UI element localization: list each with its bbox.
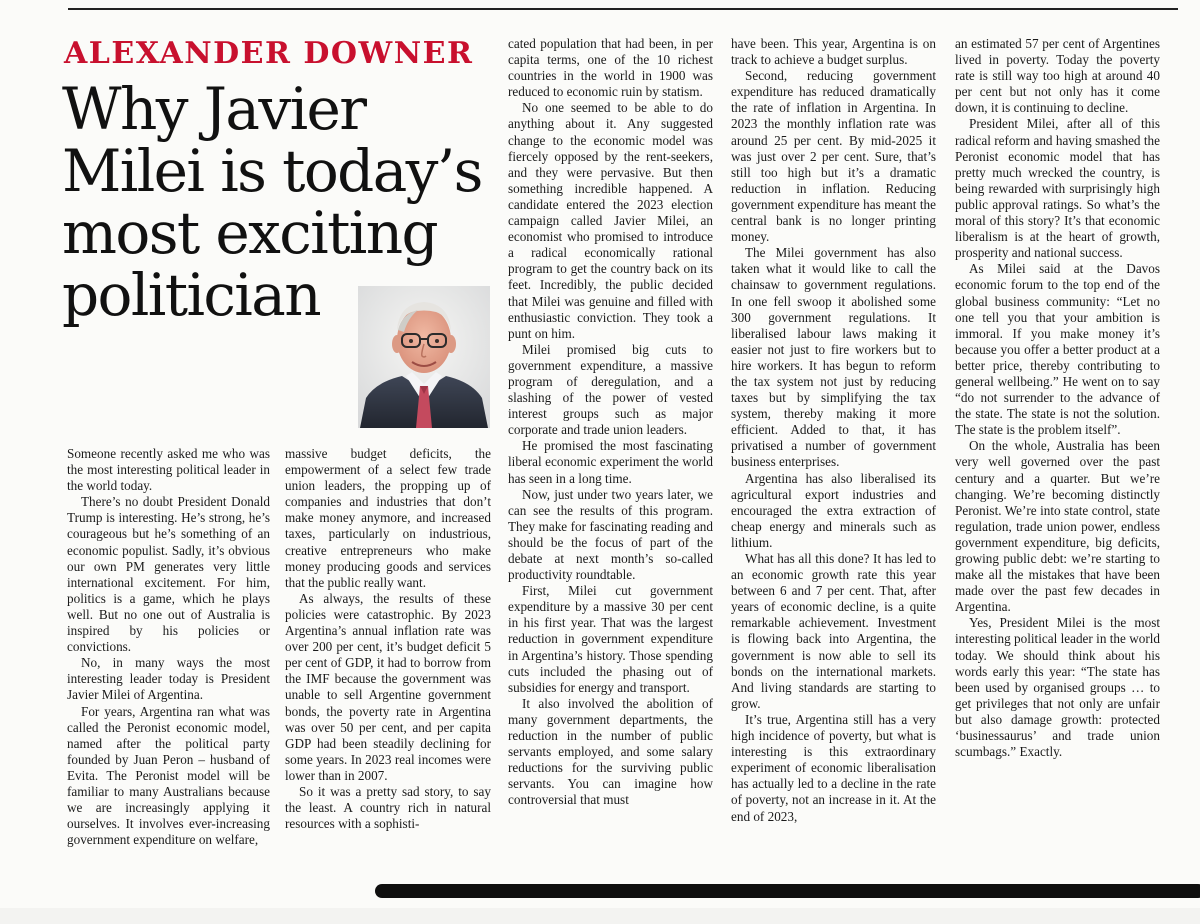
article-paragraph: Second, reducing government expenditure has reduced dramatically the rate of inflation in Argentina. In 2023 the monthly inflation rate was around 25 per cent. By mid-2025 it was just over 2 per cent. Sure, that’s still too high but it’s a dramatic reduction in inflation. Reducing government expenditure has meant the central bank is no longer printing money.: [731, 68, 936, 245]
article-paragraph: Someone recently asked me who was the most interesting political leader in the world today.: [67, 446, 270, 494]
article-column-1: [67, 446, 270, 848]
article-paragraph: As always, the results of these policies were catastrophic. By 2023 Argentina’s annual inflation rate was over 200 per cent, it’s budget deficit 5 per cent of GDP, it had to borrow from the IMF because the government was unable to sell Argentine government bonds, the poverty rate in Argentina was over 50 per cent, and per capita GDP had been steadily declining for some years. In 2023 real incomes were lower than in 2007.: [285, 590, 491, 783]
article-column-3: [508, 36, 713, 809]
headline-line: Milei is today’s: [62, 137, 482, 205]
article-paragraph: Now, just under two years later, we can see the results of this program. They make for fascinating reading and should be the focus of part of the debate at next month’s so-called productivity roundtable.: [508, 486, 713, 583]
article-paragraph: have been. This year, Argentina is on track to achieve a budget surplus.: [731, 36, 936, 68]
article-paragraph: First, Milei cut government expenditure by a massive 30 per cent in his first year. That was the largest reduction in government expenditure in Argentina’s history. Those spending cuts included the phasing out of subsidies for energy and transport.: [508, 583, 713, 695]
article-paragraph: So it was a pretty sad story, to say the least. A country rich in natural resources with a sophisti-: [285, 783, 491, 832]
headline-line: politician: [62, 261, 320, 329]
article-paragraph: It’s true, Argentina still has a very high incidence of poverty, but what is interesting is this extraordinary experiment of economic liberalisation has actually led to a decline in the rate of poverty, not an increase in it. At the end of 2023,: [731, 711, 936, 824]
article-column-5: [955, 36, 1160, 760]
headline-line: most exciting: [62, 199, 438, 267]
author-byline: ALEXANDER DOWNER: [64, 36, 474, 71]
author-portrait-image: [358, 286, 490, 428]
headline-line: Why Javier: [62, 75, 366, 143]
article-paragraph: President Milei, after all of this radical reform and having smashed the Peronist economic model that has pretty much wrecked the country, is being rewarded with surprisingly high public approval ratings. So what’s the moral of this story? It’s that economic liberalism is at the heart of growth, prosperity and national success.: [955, 116, 1160, 261]
article-paragraph: He promised the most fascinating liberal economic experiment the world has seen in a long time.: [508, 438, 713, 486]
article-column-2: [285, 446, 491, 832]
article-paragraph: an estimated 57 per cent of Argentines lived in poverty. Today the poverty rate is still way too high at around 40 per cent but not only has it come down, it is continuing to decline.: [955, 36, 1160, 116]
bottom-strip: [0, 908, 1200, 924]
article-paragraph: On the whole, Australia has been very well governed over the past century and a quarter. But we’re changing. We’re becoming distinctly Peronist. We’re into state control, state regulation, trade union power, endless government expenditure, big deficits, growing public debt: we’re starting to make all the mistakes that have been made over the past few decades in Argentina.: [955, 438, 1160, 615]
article-paragraph: massive budget deficits, the empowerment of a select few trade union leaders, the propping up of companies and industries that don’t make money anymore, and increased taxes, particularly on industrious, creative entrepreneurs who make money producing goods and services that the public really want.: [285, 446, 491, 590]
article-paragraph: Milei promised big cuts to government expenditure, a massive program of deregulation, and a slashing of the power of vested interest groups such as major corporate and trade union leaders.: [508, 341, 713, 438]
top-rule: [68, 8, 1178, 10]
article-paragraph: What has all this done? It has led to an economic growth rate this year between 6 and 7 per cent. That, after years of economic decline, is a quite remarkable achievement. Investment is flowing back into Argentina, the government is now able to sell its bonds on the international markets. And living standards are starting to grow.: [731, 551, 936, 711]
article-paragraph: As Milei said at the Davos economic forum to the top end of the global business community: “Let no one tell you that your ambition is immoral. If you make money it’s because you offer a better product at a better price, thereby contributing to general wellbeing.” He went on to say “do not surrender to the advance of the state. The state is not the solution. The state is the problem itself”.: [955, 261, 1160, 438]
article-paragraph: No one seemed to be able to do anything about it. Any suggested change to the economic model was fiercely opposed by the rent-seekers, and they were pervasive. But then something incredible happened. A candidate entered the 2023 election campaign called Javier Milei, an economist who promised to introduce a radical economically rational program to get the country back on its feet. Incredibly, the public decided that Milei was genuine and filled with enthusiastic conviction. They took a punt on him.: [508, 100, 713, 341]
article-column-4: [731, 36, 936, 825]
horizontal-scrollbar[interactable]: [375, 884, 1200, 898]
article-paragraph: It also involved the abolition of many government departments, the reduction in the number of public servants employed, and some salary reductions for the surviving public servants. You can imagine how controversial that must: [508, 695, 713, 808]
article-paragraph: The Milei government has also taken what it would like to call the chainsaw to government regulations. In one fell swoop it abolished some 300 government regulations. It liberalised labour laws making it easier not just to fire workers but to hire workers. It has begun to reform the tax system not just by reducing taxes but by simplifying the tax system, thereby making it more efficient. Added to that, it has privatised a number of government business enterprises.: [731, 245, 936, 470]
article-paragraph: Argentina has also liberalised its agricultural export industries and encouraged the extra extraction of cheap energy and minerals such as lithium.: [731, 470, 936, 550]
article-paragraph: There’s no doubt President Donald Trump is interesting. He’s strong, he’s courageous but he’s something of an economic populist. Sadly, it’s obvious our own PM generates very little international excitement. For him, politics is a game, which he plays well. But no one out of Australia is inspired by his policies or convictions.: [67, 494, 270, 655]
article-paragraph: Yes, President Milei is the most interesting political leader in the world today. We should think about his words early this year: “The state has been used by organised groups … to get privileges that not only are unfair but also damage growth: protected ‘businessaurus’ and trade union scumbags.” Exactly.: [955, 615, 1160, 760]
article-paragraph: For years, Argentina ran what was called the Peronist economic model, named after the political party founded by Juan Peron – husband of Evita. The Peronist model will be familiar to many Australians because we are increasingly applying it ourselves. It involves ever-increasing government expenditure on welfare,: [67, 703, 270, 848]
author-portrait: [358, 286, 490, 428]
article-paragraph: cated population that had been, in per capita terms, one of the 10 richest countries in the world in 1900 was reduced to economic ruin by statism.: [508, 36, 713, 100]
article-paragraph: No, in many ways the most interesting leader today is President Javier Milei of Argentina.: [67, 655, 270, 703]
